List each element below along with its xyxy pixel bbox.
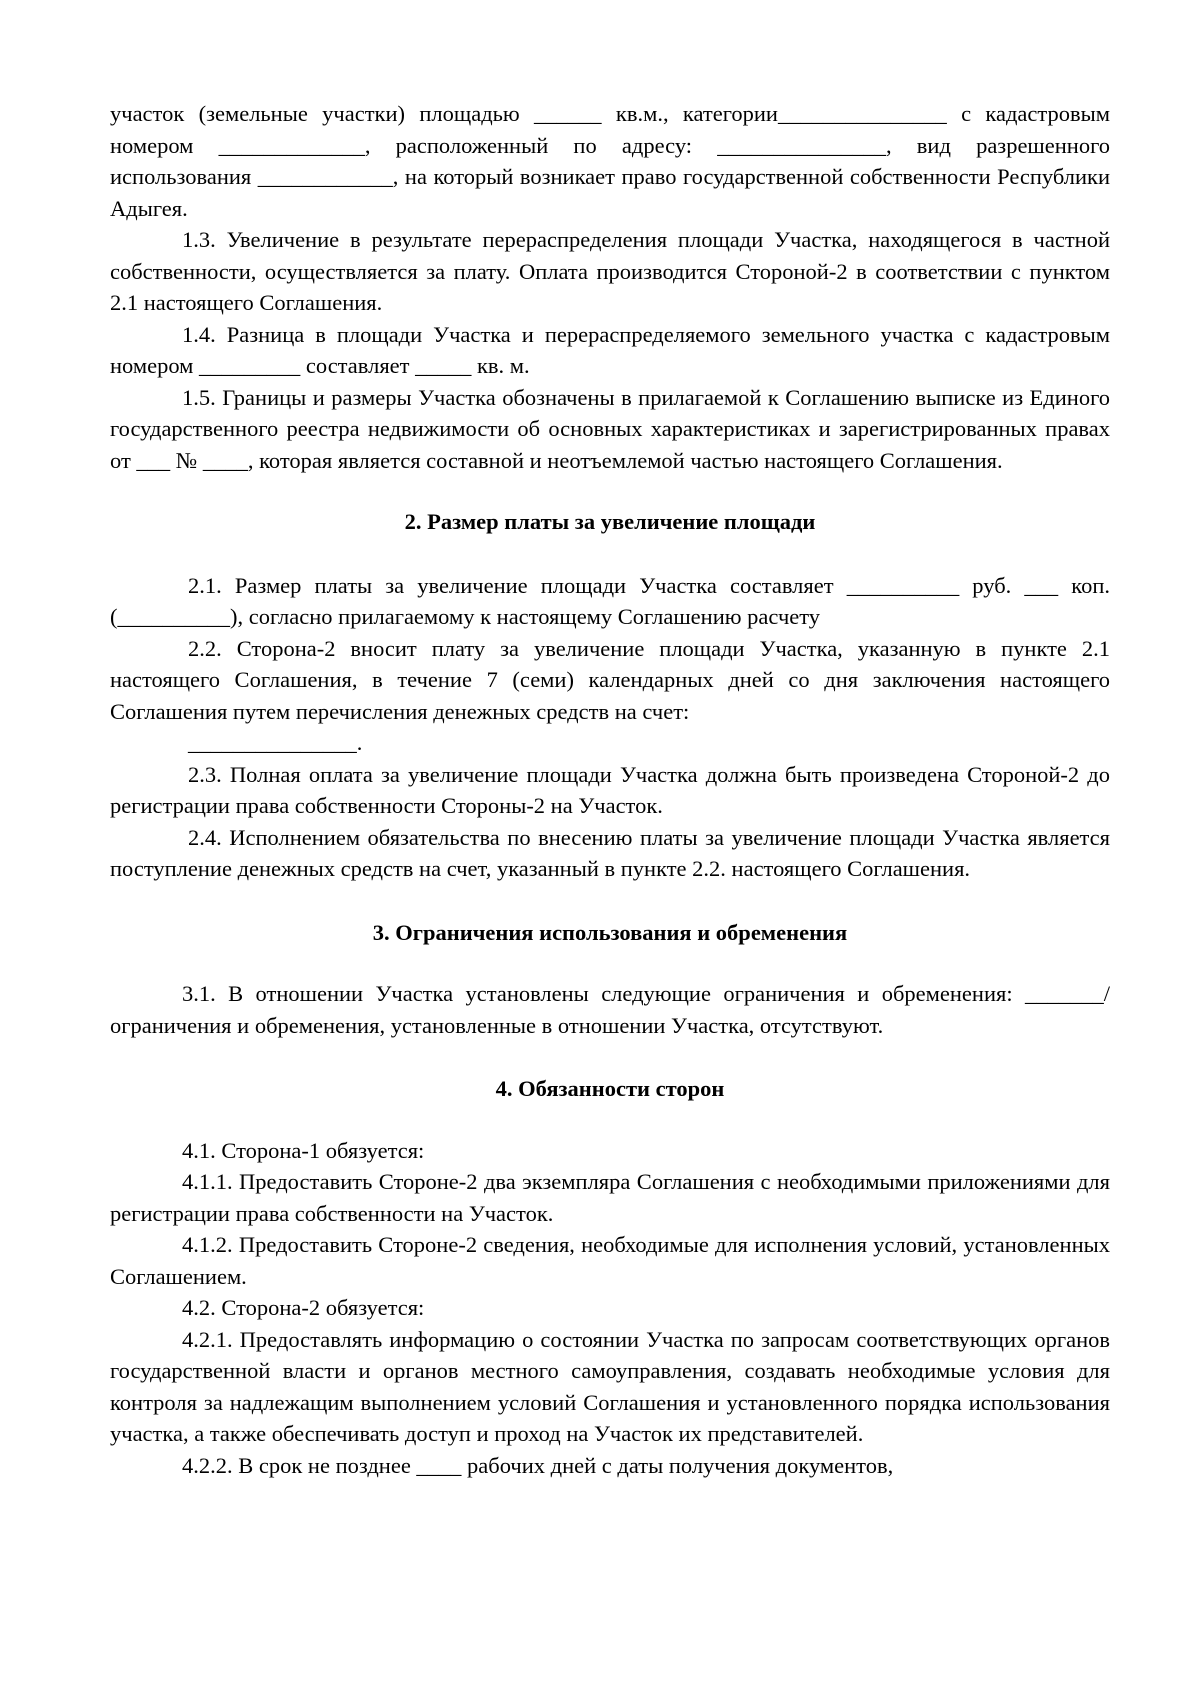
section-3-heading: 3. Ограничения использования и обременения — [372, 919, 848, 945]
paragraph-4-2-1: 4.2.1. Предоставлять информацию о состоянии Участка по запросам соответствующих органов государственной власти и органов местного самоуправления, создавать необходимые условия для контроля за надлежащим выполнением условий Соглашения и установленного порядка использования участка, а также обеспечивать доступ и проход на Участок их представителей. — [110, 1326, 1110, 1446]
paragraph-4-1-1: 4.1.1. Предоставить Стороне-2 два экземпляра Соглашения с необходимыми приложениями для регистрации права собственности на Участок. — [110, 1169, 1110, 1226]
paragraph-2-2: 2.2. Сторона-2 вносит плату за увеличение площади Участка, указанную в пункте 2.1 настоящего Соглашения, в течение 7 (семи) календарных дней со дня заключения настоящего Соглашения путем перечисления денежных средств на счет: — [110, 635, 1110, 724]
paragraph-1-4: 1.4. Разница в площади Участка и перераспределяемого земельного участка с кадастровым номером _________ составляет _____ кв. м. — [110, 321, 1110, 378]
paragraph-4-1: 4.1. Сторона-1 обязуется: — [182, 1137, 425, 1163]
section-2-heading: 2. Размер платы за увеличение площади — [404, 509, 816, 534]
paragraph-4-1-2: 4.1.2. Предоставить Стороне-2 сведения, необходимые для исполнения условий, установленных Соглашением. — [110, 1232, 1110, 1289]
paragraph-plot-description: участок (земельные участки) площадью ______ кв.м., категории_______________ с кадастровым номером _____________, расположенный по адресу: _______________, вид разрешенного использования ____________, на который возникает право государственной собственности Республики Адыгея. — [110, 101, 1110, 221]
paragraph-2-3: 2.3. Полная оплата за увеличение площади Участка должна быть произведена Стороной-2 до регистрации права собственности Стороны-2 на Участок. — [110, 761, 1110, 818]
paragraph-2-1: 2.1. Размер платы за увеличение площади Участка составляет __________ руб. ___ коп. (__________), согласно прилагаемому к настоящему Соглашению расчету — [110, 572, 1110, 629]
paragraph-1-3: 1.3. Увеличение в результате перераспределения площади Участка, находящегося в частной собственности, осуществляется за плату. Оплата производится Стороной-2 в соответствии с пунктом 2.1 настоящего Соглашения. — [110, 227, 1110, 315]
account-blank: _______________. — [188, 730, 363, 755]
paragraph-3-1: 3.1. В отношении Участка установлены следующие ограничения и обременения: _______/ ограничения и обременения, установленные в отношении Участка, отсутствуют. — [110, 981, 1110, 1038]
paragraph-1-5: 1.5. Границы и размеры Участка обозначены в прилагаемой к Соглашению выписке из Единого государственного реестра недвижимости об основных характеристиках и зарегистрированных правах от ___ № ____, которая является составной и неотъемлемой частью настоящего Соглашения. — [110, 384, 1110, 473]
paragraph-4-2-2: 4.2.2. В срок не позднее ____ рабочих дней с даты получения документов, — [182, 1452, 894, 1478]
paragraph-4-2: 4.2. Сторона-2 обязуется: — [182, 1295, 425, 1320]
paragraph-2-4: 2.4. Исполнением обязательства по внесению платы за увеличение площади Участка является поступление денежных средств на счет, указанный в пункте 2.2. настоящего Соглашения. — [110, 824, 1110, 881]
section-4-heading: 4. Обязанности сторон — [495, 1076, 725, 1101]
